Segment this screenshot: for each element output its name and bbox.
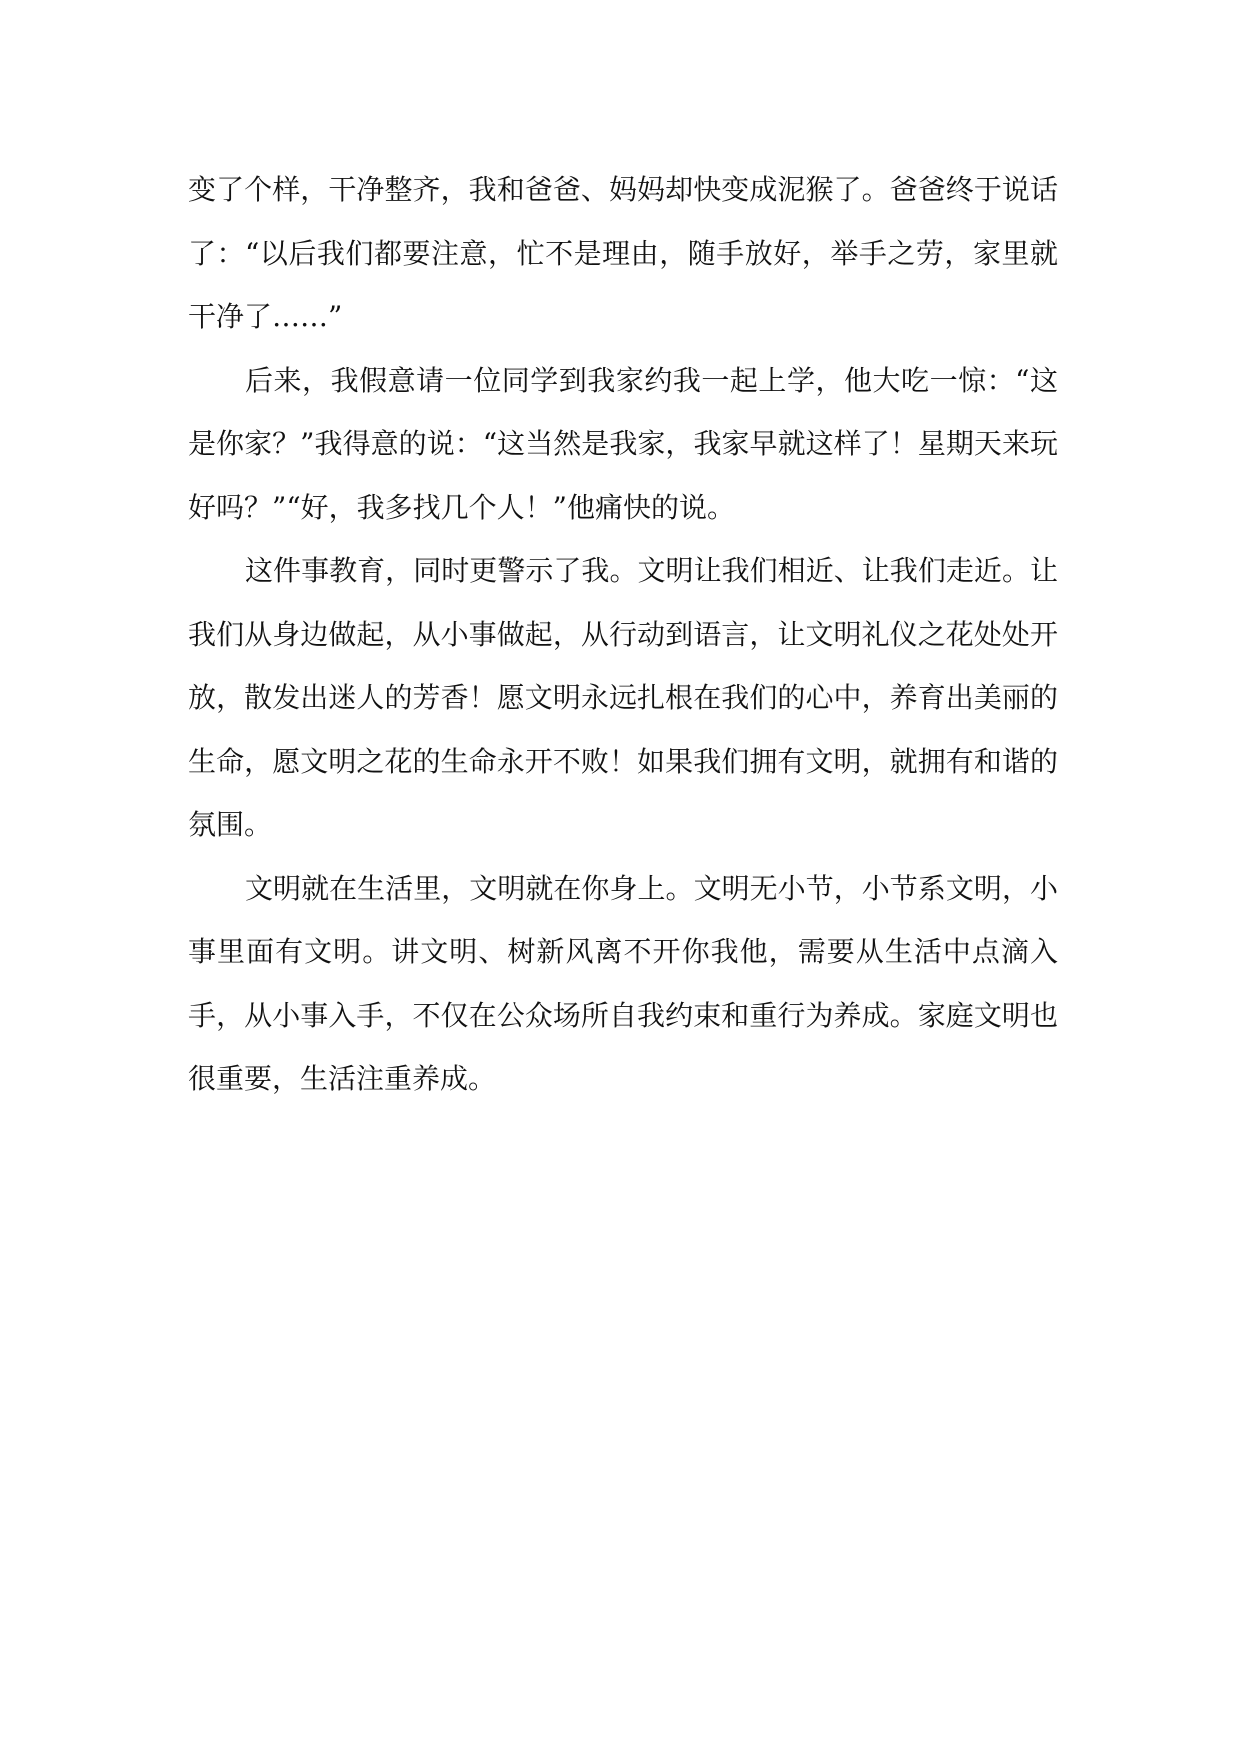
paragraph-4: 文明就在生活里，文明就在你身上。文明无小节，小节系文明，小事里面有文明。讲文明、树新风离不开你我他，需要从生活中点滴入手，从小事入手，不仅在公众场所自我约束和重行为养成。家庭文明也很重要，生活注重养成。 [188,871,1058,1095]
paragraph-3: 这件事教育，同时更警示了我。文明让我们相近、让我们走近。让我们从身边做起，从小事做起，从行动到语言，让文明礼仪之花处处开放，散发出迷人的芳香！愿文明永远扎根在我们的心中，养育出美丽的生命，愿文明之花的生命永开不败！如果我们拥有文明，就拥有和谐的氛围。 [188,554,1058,841]
document-body [188,158,1058,1111]
paragraph-2: 后来，我假意请一位同学到我家约我一起上学，他大吃一惊：“这是你家？”我得意的说：“这当然是我家，我家早就这样了！星期天来玩好吗？”“好，我多找几个人！”他痛快的说。 [188,363,1058,524]
paragraph-1: 变了个样，干净整齐，我和爸爸、妈妈却快变成泥猴了。爸爸终于说话了：“以后我们都要注意，忙不是理由，随手放好，举手之劳，家里就干净了……” [188,173,1058,333]
